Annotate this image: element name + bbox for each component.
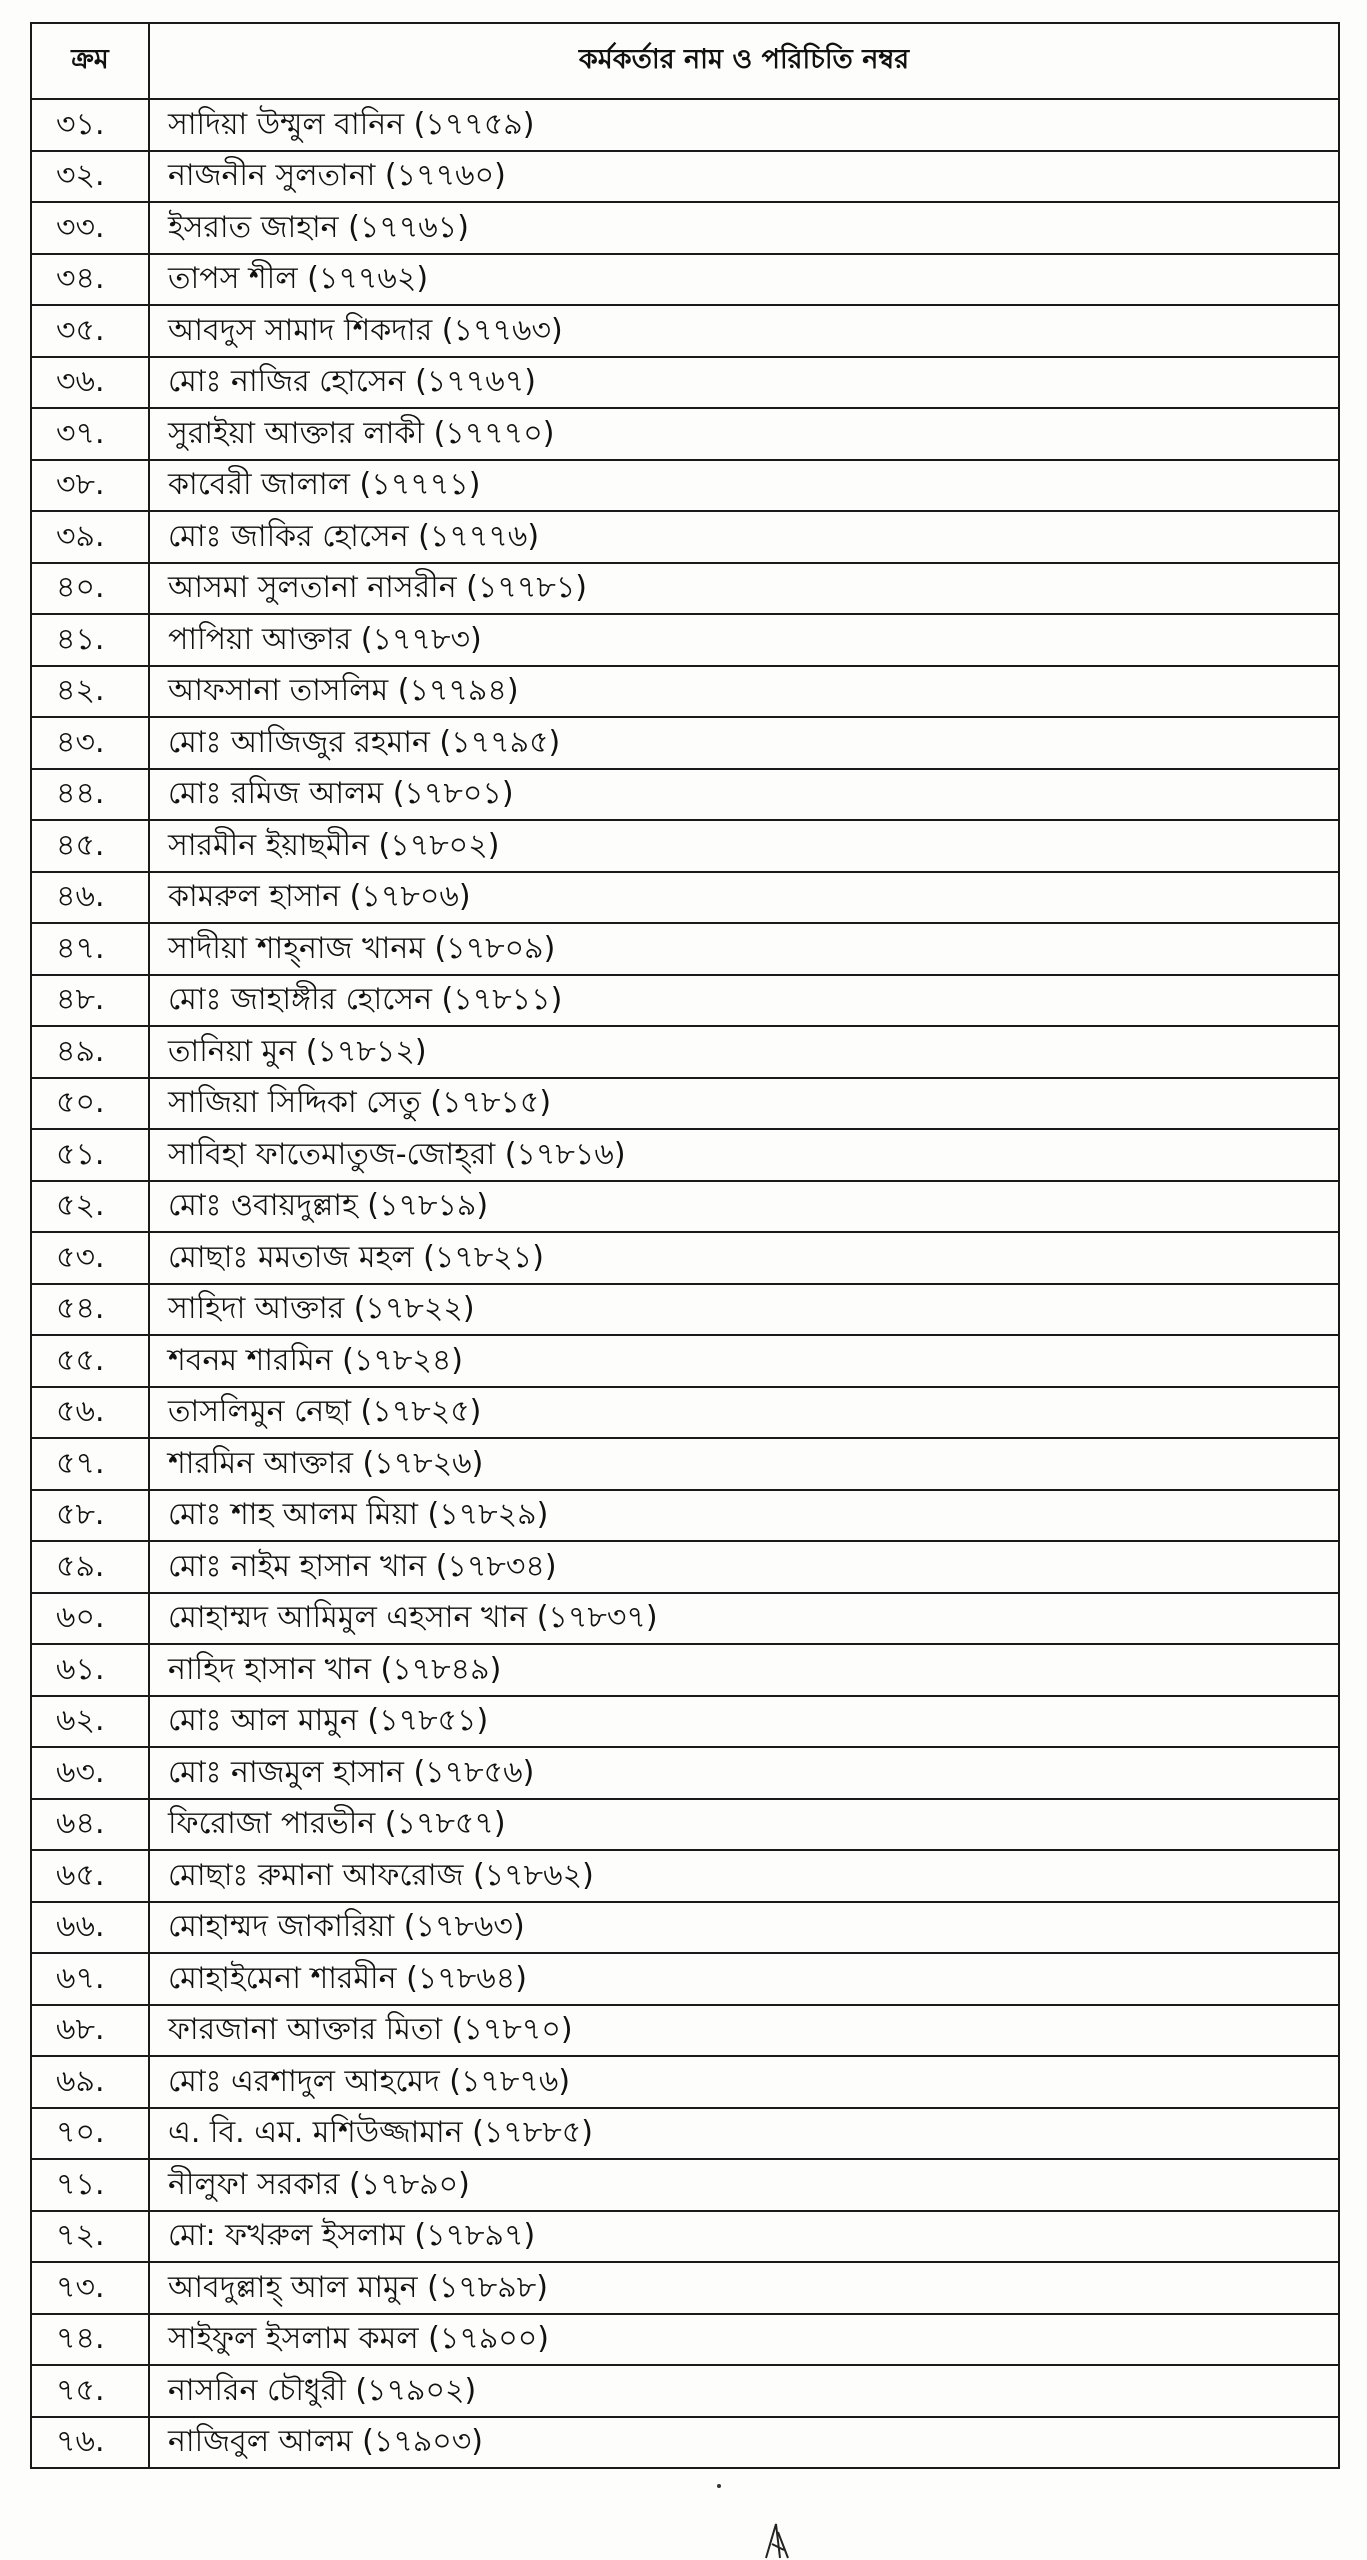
row-officer-name: সাদীয়া শাহ্‌নাজ খানম (১৭৮০৯) — [149, 923, 1339, 975]
row-serial: ৪৫. — [31, 820, 149, 872]
row-serial: ৫১. — [31, 1129, 149, 1181]
row-officer-name: মোহাম্মদ আমিমুল এহসান খান (১৭৮৩৭) — [149, 1593, 1339, 1645]
table-row — [31, 305, 1339, 357]
row-officer-name: নাজনীন সুলতানা (১৭৭৬০) — [149, 151, 1339, 203]
row-serial: ৪৪. — [31, 769, 149, 821]
row-serial: ৪৩. — [31, 717, 149, 769]
table-header — [31, 23, 1339, 99]
row-serial: ৪১. — [31, 614, 149, 666]
row-serial: ৩৩. — [31, 202, 149, 254]
row-serial: ৪৬. — [31, 872, 149, 924]
table-row — [31, 2056, 1339, 2108]
row-serial: ৬৯. — [31, 2056, 149, 2108]
row-officer-name: সাদিয়া উম্মুল বানিন (১৭৭৫৯) — [149, 99, 1339, 151]
row-serial: ৬২. — [31, 1696, 149, 1748]
table-row — [31, 2314, 1339, 2366]
row-serial: ৫৪. — [31, 1284, 149, 1336]
row-serial: ৩৬. — [31, 357, 149, 409]
header-serial: ক্রম — [31, 23, 149, 99]
table-row — [31, 1747, 1339, 1799]
row-officer-name: তানিয়া মুন (১৭৮১২) — [149, 1026, 1339, 1078]
table-row — [31, 1541, 1339, 1593]
table-row — [31, 151, 1339, 203]
row-serial: ৭৫. — [31, 2365, 149, 2417]
row-officer-name: আবদুস সামাদ শিকদার (১৭৭৬৩) — [149, 305, 1339, 357]
row-serial: ৫৫. — [31, 1335, 149, 1387]
table-row — [31, 2262, 1339, 2314]
table-row — [31, 2005, 1339, 2057]
table-row — [31, 2365, 1339, 2417]
row-officer-name: মোঃ নাজির হোসেন (১৭৭৬৭) — [149, 357, 1339, 409]
table-row — [31, 1026, 1339, 1078]
header-officer-name-id: কর্মকর্তার নাম ও পরিচিতি নম্বর — [149, 23, 1339, 99]
row-serial: ৭৬. — [31, 2417, 149, 2469]
table-row — [31, 202, 1339, 254]
table-row — [31, 254, 1339, 306]
row-officer-name: মোহাইমেনা শারমীন (১৭৮৬৪) — [149, 1953, 1339, 2005]
table-row — [31, 614, 1339, 666]
row-officer-name: সাহিদা আক্তার (১৭৮২২) — [149, 1284, 1339, 1336]
row-serial: ৭০. — [31, 2108, 149, 2160]
row-serial: ৪০. — [31, 563, 149, 615]
row-serial: ৬৮. — [31, 2005, 149, 2057]
row-serial: ৬৬. — [31, 1902, 149, 1954]
row-serial: ৪৯. — [31, 1026, 149, 1078]
row-officer-name: কাবেরী জালাল (১৭৭৭১) — [149, 460, 1339, 512]
table-row — [31, 2159, 1339, 2211]
officer-list-table — [30, 22, 1340, 2469]
table-row — [31, 460, 1339, 512]
row-serial: ৬৫. — [31, 1850, 149, 1902]
row-officer-name: আসমা সুলতানা নাসরীন (১৭৭৮১) — [149, 563, 1339, 615]
row-officer-name: নাজিবুল আলম (১৭৯০৩) — [149, 2417, 1339, 2469]
table-row — [31, 99, 1339, 151]
row-serial: ৪৭. — [31, 923, 149, 975]
row-officer-name: আবদুল্লাহ্‌ আল মামুন (১৭৮৯৮) — [149, 2262, 1339, 2314]
row-serial: ৫২. — [31, 1181, 149, 1233]
row-officer-name: মোঃ নাজমুল হাসান (১৭৮৫৬) — [149, 1747, 1339, 1799]
row-serial: ৫০. — [31, 1078, 149, 1130]
row-officer-name: তাপস শীল (১৭৭৬২) — [149, 254, 1339, 306]
row-officer-name: মোঃ এরশাদুল আহমেদ (১৭৮৭৬) — [149, 2056, 1339, 2108]
row-officer-name: মোঃ আজিজুর রহমান (১৭৭৯৫) — [149, 717, 1339, 769]
row-officer-name: ফিরোজা পারভীন (১৭৮৫৭) — [149, 1799, 1339, 1851]
table-row — [31, 1078, 1339, 1130]
row-serial: ৩৫. — [31, 305, 149, 357]
row-officer-name: কামরুল হাসান (১৭৮০৬) — [149, 872, 1339, 924]
row-serial: ৪৮. — [31, 975, 149, 1027]
row-officer-name: তাসলিমুন নেছা (১৭৮২৫) — [149, 1387, 1339, 1439]
row-serial: ৬৪. — [31, 1799, 149, 1851]
row-officer-name: সুরাইয়া আক্তার লাকী (১৭৭৭০) — [149, 408, 1339, 460]
row-serial: ৫৭. — [31, 1438, 149, 1490]
row-officer-name: ইসরাত জাহান (১৭৭৬১) — [149, 202, 1339, 254]
row-serial: ৬১. — [31, 1644, 149, 1696]
table-row — [31, 1181, 1339, 1233]
row-officer-name: আফসানা তাসলিম (১৭৭৯৪) — [149, 666, 1339, 718]
row-officer-name: নাসরিন চৌধুরী (১৭৯০২) — [149, 2365, 1339, 2417]
table-row — [31, 872, 1339, 924]
table-row — [31, 717, 1339, 769]
table-row — [31, 2417, 1339, 2469]
table-row — [31, 2211, 1339, 2263]
table-row — [31, 1799, 1339, 1851]
row-serial: ৫৬. — [31, 1387, 149, 1439]
table-row — [31, 1232, 1339, 1284]
table-row — [31, 1335, 1339, 1387]
table-row — [31, 2108, 1339, 2160]
table-row — [31, 975, 1339, 1027]
row-officer-name: মোঃ রমিজ আলম (১৭৮০১) — [149, 769, 1339, 821]
table-row — [31, 511, 1339, 563]
row-serial: ৭৪. — [31, 2314, 149, 2366]
row-officer-name: নীলুফা সরকার (১৭৮৯০) — [149, 2159, 1339, 2211]
row-serial: ৩১. — [31, 99, 149, 151]
table-row — [31, 1490, 1339, 1542]
row-serial: ৬৭. — [31, 1953, 149, 2005]
row-serial: ৫৯. — [31, 1541, 149, 1593]
row-officer-name: শবনম শারমিন (১৭৮২৪) — [149, 1335, 1339, 1387]
row-officer-name: মো: ফখরুল ইসলাম (১৭৮৯৭) — [149, 2211, 1339, 2263]
row-officer-name: সাবিহা ফাতেমাতুজ-জোহ্‌রা (১৭৮১৬) — [149, 1129, 1339, 1181]
row-officer-name: এ. বি. এম. মশিউজ্জামান (১৭৮৮৫) — [149, 2108, 1339, 2160]
row-serial: ৪২. — [31, 666, 149, 718]
row-serial: ৭১. — [31, 2159, 149, 2211]
row-serial: ৩৮. — [31, 460, 149, 512]
row-serial: ৫৮. — [31, 1490, 149, 1542]
table-row — [31, 666, 1339, 718]
table-row — [31, 408, 1339, 460]
table-body — [31, 99, 1339, 2468]
row-officer-name: মোছাঃ মমতাজ মহল (১৭৮২১) — [149, 1232, 1339, 1284]
row-serial: ৫৩. — [31, 1232, 149, 1284]
row-officer-name: নাহিদ হাসান খান (১৭৮৪৯) — [149, 1644, 1339, 1696]
row-serial: ৭২. — [31, 2211, 149, 2263]
header-row — [31, 23, 1339, 99]
row-officer-name: সাজিয়া সিদ্দিকা সেতু (১৭৮১৫) — [149, 1078, 1339, 1130]
row-serial: ৩২. — [31, 151, 149, 203]
table-row — [31, 1284, 1339, 1336]
table-row — [31, 1438, 1339, 1490]
row-officer-name: মোঃ নাইম হাসান খান (১৭৮৩৪) — [149, 1541, 1339, 1593]
row-officer-name: মোছাঃ রুমানা আফরোজ (১৭৮৬২) — [149, 1850, 1339, 1902]
table-row — [31, 820, 1339, 872]
row-serial: ৭৩. — [31, 2262, 149, 2314]
table-row — [31, 1850, 1339, 1902]
table-row — [31, 357, 1339, 409]
table-row — [31, 769, 1339, 821]
row-officer-name: মোঃ জাহাঙ্গীর হোসেন (১৭৮১১) — [149, 975, 1339, 1027]
table-row — [31, 1696, 1339, 1748]
table-row — [31, 1644, 1339, 1696]
row-officer-name: সাইফুল ইসলাম কমল (১৭৯০০) — [149, 2314, 1339, 2366]
table-row — [31, 1593, 1339, 1645]
row-officer-name: মোঃ জাকির হোসেন (১৭৭৭৬) — [149, 511, 1339, 563]
row-officer-name: ফারজানা আক্তার মিতা (১৭৮৭০) — [149, 2005, 1339, 2057]
table-row — [31, 1902, 1339, 1954]
row-serial: ৬৩. — [31, 1747, 149, 1799]
row-serial: ৩৭. — [31, 408, 149, 460]
table-row — [31, 1953, 1339, 2005]
row-officer-name: সারমীন ইয়াছমীন (১৭৮০২) — [149, 820, 1339, 872]
row-officer-name: মোঃ আল মামুন (১৭৮৫১) — [149, 1696, 1339, 1748]
row-officer-name: শারমিন আক্তার (১৭৮২৬) — [149, 1438, 1339, 1490]
row-officer-name: মোহাম্মদ জাকারিয়া (১৭৮৬৩) — [149, 1902, 1339, 1954]
row-serial: ৩৪. — [31, 254, 149, 306]
row-officer-name: পাপিয়া আক্তার (১৭৭৮৩) — [149, 614, 1339, 666]
table-row — [31, 923, 1339, 975]
table-row — [31, 1129, 1339, 1181]
row-serial: ৩৯. — [31, 511, 149, 563]
ink-dot — [717, 2484, 721, 2488]
table-row — [31, 563, 1339, 615]
row-officer-name: মোঃ ওবায়দুল্লাহ (১৭৮১৯) — [149, 1181, 1339, 1233]
signature-mark — [762, 2520, 792, 2560]
row-officer-name: মোঃ শাহ আলম মিয়া (১৭৮২৯) — [149, 1490, 1339, 1542]
row-serial: ৬০. — [31, 1593, 149, 1645]
table-row — [31, 1387, 1339, 1439]
